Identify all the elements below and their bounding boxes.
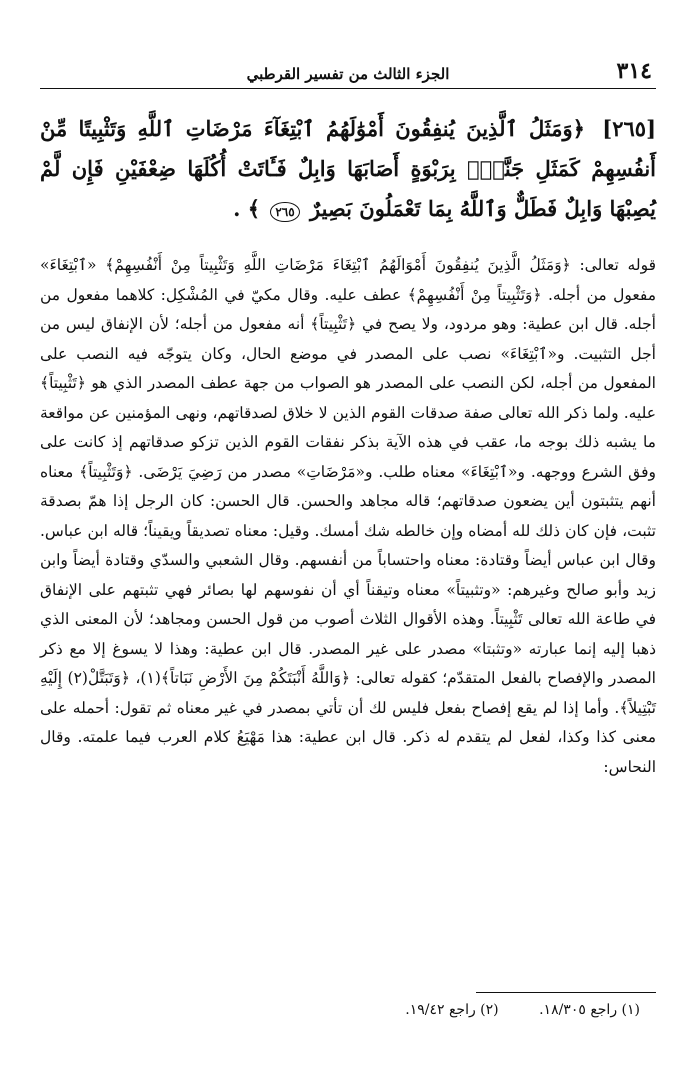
quran-verse [40, 109, 656, 229]
footnote-1: (١) راجع ١٨/٣٠٥. [539, 1002, 640, 1018]
footnote-2: (٢) راجع ١٩/٤٢. [405, 1002, 499, 1018]
page-number: ٣١٤ [616, 58, 652, 84]
commentary-body [40, 251, 656, 782]
footnote-divider [476, 992, 656, 993]
commentary-paragraph: قوله تعالى: ﴿وَمَثَلُ الَّذِينَ يُنفِقُونَ أَمْوَالَهُمُ ٱبْتِغَاءَ مَرْضَاتِ اللَّهِ وَتَثْبِيتاً مِنْ أَنْفُسِهِمْ﴾ «ٱبْتِغَاءَ» مفعول من أجله. ﴿وَتَثْبِيتاً مِنْ أَنْفُسِهِمْ﴾ عطف عليه. وقال مكيّ في المُشْكِل: كلاهما مفعول من أجله. قال ابن عطية: وهو مردود، ولا يصح في ﴿تَثْبِيتاً﴾ أنه مفعول من أجله؛ لأن الإنفاق ليس من أجل التثبيت. و«ٱبْتِغَاءَ» نصب على المصدر في موضع الحال، وكان يتوجّه فيه النصب على المفعول من أجله، لكن النصب على المصدر هو الصواب من جهة عطف المصدر الذي هو ﴿تَثْبِيتاً﴾ عليه. ولما ذكر الله تعالى صفة صدقات القوم الذين لا خلاق لصدقاتهم، ونهى المؤمنين عن مواقعة ما يشبه ذلك بوجه ما، عقب في هذه الآية بذكر نفقات القوم الذين تزكو صدقاتهم إذ كانت على وفق الشرع ووجهه. و«ٱبْتِغَاءَ» معناه طلب. و«مَرْضَاتِ» مصدر من رَضِيَ يَرْضَى. ﴿وَتَثْبِيتاً﴾ معناه أنهم يتثبتون أين يضعون صدقاتهم؛ قاله مجاهد والحسن. قال الحسن: كان الرجل إذا همّ بصدقة تثبت، فإن كان ذلك لله أمضاه وإن خالطه شك أمسك. وقيل: معناه تصديقاً ويقيناً؛ قاله ابن عباس. وقال ابن عباس أيضاً وقتادة: معناه واحتساباً من أنفسهم. وقال الشعبي والسدّي وقتادة أيضاً وابن زيد وأبو صالح وغيرهم: «وتثبيتاً» معناه وتيقناً أي أن نفوسهم لها بصائر فهي تثبتهم على الإنفاق في طاعة الله تعالى تَثْبِيتاً. وهذه الأقوال الثلاث أصوب من قول الحسن ومجاهد؛ لأن المعنى الذي ذهبا إليه إنما عبارته «وتثبتا» مصدر على غير المصدر. قال ابن عطية: وهذا لا يسوغ إلا مع ذكر المصدر والإفصاح بالفعل المتقدّم؛ كقوله تعالى: ﴿وَاللَّهُ أَنْبَتَكُمْ مِنَ الأَرْضِ نَبَاتاً﴾(١)، ﴿وَتَبَتَّلْ(٢) إِلَيْهِ تَبْتِيلاً﴾. وأما إذا لم يقع إفصاح بفعل فليس لك أن تأتي بمصدر في غير معناه ثم تقول: أحمله على معنى كذا وكذا، لفعل لم يتقدم له ذكر. قال ابن عطية: هذا مَهْيَعُ كلام العرب فيما علمته. وقال النحاس: [40, 256, 656, 776]
verse-closing: ﴾ . [233, 196, 261, 221]
page-header [40, 54, 656, 89]
running-title: الجزء الثالث من تفسير القرطبي [246, 65, 450, 83]
verse-number: [٢٦٥] [602, 116, 656, 141]
ayah-number-mark: ٢٦٥ [270, 202, 299, 222]
footnotes [369, 1002, 640, 1018]
verse-text: ﴿وَمَثَلُ ٱلَّذِينَ يُنفِقُونَ أَمْوَٰلَهُمُ ٱبْتِغَآءَ مَرْضَاتِ ٱللَّهِ وَتَثْبِيتًا مِّنْ أَنفُسِهِمْ كَمَثَلِ جَنَّةٍۭ بِرَبْوَةٍ أَصَابَهَا وَابِلٌ فَـَٔاتَتْ أُكُلَهَا ضِعْفَيْنِ فَإِن لَّمْ يُصِبْهَا وَابِلٌ فَطَلٌّ وَٱللَّهُ بِمَا تَعْمَلُونَ بَصِيرٌ [40, 116, 656, 221]
